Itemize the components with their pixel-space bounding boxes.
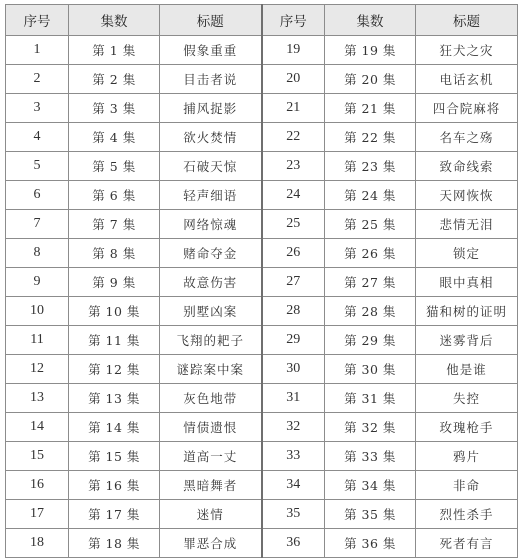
title-cell: 烈性杀手 [416, 500, 518, 529]
episode-table [5, 4, 518, 558]
title-cell: 轻声细语 [160, 181, 262, 210]
seq-cell: 32 [262, 413, 325, 442]
title-cell: 玫瑰枪手 [416, 413, 518, 442]
title-cell: 网络惊魂 [160, 210, 262, 239]
title-cell: 石破天惊 [160, 152, 262, 181]
title-cell: 灰色地带 [160, 384, 262, 413]
title-cell: 情债遗恨 [160, 413, 262, 442]
episode-cell: 第 17 集 [69, 500, 160, 529]
table-body [6, 36, 518, 558]
title-cell: 天网恢恢 [416, 181, 518, 210]
episode-cell: 第 24 集 [325, 181, 416, 210]
episode-cell: 第 16 集 [69, 471, 160, 500]
episode-cell: 第 32 集 [325, 413, 416, 442]
episode-cell: 第 27 集 [325, 268, 416, 297]
title-cell: 别墅凶案 [160, 297, 262, 326]
episode-cell: 第 31 集 [325, 384, 416, 413]
episode-cell: 第 28 集 [325, 297, 416, 326]
episode-cell: 第 2 集 [69, 65, 160, 94]
seq-cell: 14 [6, 413, 69, 442]
seq-cell: 19 [262, 36, 325, 65]
episode-cell: 第 4 集 [69, 123, 160, 152]
episode-cell: 第 36 集 [325, 529, 416, 558]
episode-cell: 第 10 集 [69, 297, 160, 326]
seq-cell: 17 [6, 500, 69, 529]
seq-cell: 22 [262, 123, 325, 152]
title-cell: 迷情 [160, 500, 262, 529]
title-cell: 目击者说 [160, 65, 262, 94]
title-cell: 失控 [416, 384, 518, 413]
episode-cell: 第 11 集 [69, 326, 160, 355]
seq-cell: 34 [262, 471, 325, 500]
table-row [6, 210, 518, 239]
table-header [6, 5, 518, 36]
episode-cell: 第 29 集 [325, 326, 416, 355]
episode-cell: 第 22 集 [325, 123, 416, 152]
episode-cell: 第 8 集 [69, 239, 160, 268]
seq-cell: 33 [262, 442, 325, 471]
seq-cell: 28 [262, 297, 325, 326]
title-cell: 死者有言 [416, 529, 518, 558]
episode-cell: 第 12 集 [69, 355, 160, 384]
seq-cell: 20 [262, 65, 325, 94]
seq-cell: 29 [262, 326, 325, 355]
table-row [6, 152, 518, 181]
episode-cell: 第 21 集 [325, 94, 416, 123]
title-cell: 欲火焚情 [160, 123, 262, 152]
seq-cell: 11 [6, 326, 69, 355]
seq-cell: 9 [6, 268, 69, 297]
seq-cell: 8 [6, 239, 69, 268]
episode-cell: 第 35 集 [325, 500, 416, 529]
seq-cell: 2 [6, 65, 69, 94]
table-row [6, 355, 518, 384]
seq-cell: 7 [6, 210, 69, 239]
title-cell: 捕风捉影 [160, 94, 262, 123]
title-cell: 非命 [416, 471, 518, 500]
header-episode-right: 集数 [325, 5, 416, 36]
table-row [6, 471, 518, 500]
title-cell: 眼中真相 [416, 268, 518, 297]
table-row [6, 529, 518, 558]
episode-cell: 第 26 集 [325, 239, 416, 268]
title-cell: 他是谁 [416, 355, 518, 384]
title-cell: 悲情无泪 [416, 210, 518, 239]
header-episode-left: 集数 [69, 5, 160, 36]
episode-cell: 第 6 集 [69, 181, 160, 210]
episode-cell: 第 7 集 [69, 210, 160, 239]
seq-cell: 16 [6, 471, 69, 500]
title-cell: 名车之殇 [416, 123, 518, 152]
episode-cell: 第 33 集 [325, 442, 416, 471]
table-row [6, 239, 518, 268]
header-seq-left: 序号 [6, 5, 69, 36]
seq-cell: 15 [6, 442, 69, 471]
episode-cell: 第 5 集 [69, 152, 160, 181]
seq-cell: 12 [6, 355, 69, 384]
table-row [6, 413, 518, 442]
seq-cell: 27 [262, 268, 325, 297]
title-cell: 飞翔的耙子 [160, 326, 262, 355]
seq-cell: 26 [262, 239, 325, 268]
table-row [6, 123, 518, 152]
title-cell: 迷雾背后 [416, 326, 518, 355]
table-row [6, 36, 518, 65]
header-seq-right: 序号 [262, 5, 325, 36]
seq-cell: 3 [6, 94, 69, 123]
header-row [6, 5, 518, 36]
episode-cell: 第 9 集 [69, 268, 160, 297]
episode-cell: 第 25 集 [325, 210, 416, 239]
table-row [6, 94, 518, 123]
seq-cell: 13 [6, 384, 69, 413]
seq-cell: 35 [262, 500, 325, 529]
seq-cell: 25 [262, 210, 325, 239]
table-row [6, 297, 518, 326]
seq-cell: 18 [6, 529, 69, 558]
table-row [6, 326, 518, 355]
episode-cell: 第 23 集 [325, 152, 416, 181]
episode-cell: 第 20 集 [325, 65, 416, 94]
table-row [6, 181, 518, 210]
title-cell: 电话玄机 [416, 65, 518, 94]
seq-cell: 21 [262, 94, 325, 123]
title-cell: 黑暗舞者 [160, 471, 262, 500]
title-cell: 锁定 [416, 239, 518, 268]
episode-table-container [5, 4, 517, 549]
header-title-left: 标题 [160, 5, 262, 36]
seq-cell: 10 [6, 297, 69, 326]
title-cell: 鸦片 [416, 442, 518, 471]
seq-cell: 5 [6, 152, 69, 181]
table-row [6, 384, 518, 413]
title-cell: 道高一丈 [160, 442, 262, 471]
title-cell: 故意伤害 [160, 268, 262, 297]
seq-cell: 36 [262, 529, 325, 558]
table-row [6, 268, 518, 297]
title-cell: 罪恶合成 [160, 529, 262, 558]
table-row [6, 65, 518, 94]
title-cell: 假象重重 [160, 36, 262, 65]
episode-cell: 第 30 集 [325, 355, 416, 384]
table-row [6, 442, 518, 471]
seq-cell: 1 [6, 36, 69, 65]
seq-cell: 30 [262, 355, 325, 384]
episode-cell: 第 1 集 [69, 36, 160, 65]
episode-cell: 第 34 集 [325, 471, 416, 500]
seq-cell: 24 [262, 181, 325, 210]
seq-cell: 23 [262, 152, 325, 181]
episode-cell: 第 15 集 [69, 442, 160, 471]
episode-cell: 第 18 集 [69, 529, 160, 558]
title-cell: 致命线索 [416, 152, 518, 181]
seq-cell: 31 [262, 384, 325, 413]
episode-cell: 第 3 集 [69, 94, 160, 123]
episode-cell: 第 19 集 [325, 36, 416, 65]
title-cell: 四合院麻将 [416, 94, 518, 123]
header-title-right: 标题 [416, 5, 518, 36]
title-cell: 狂犬之灾 [416, 36, 518, 65]
title-cell: 谜踪案中案 [160, 355, 262, 384]
title-cell: 猫和树的证明 [416, 297, 518, 326]
episode-cell: 第 13 集 [69, 384, 160, 413]
table-row [6, 500, 518, 529]
episode-cell: 第 14 集 [69, 413, 160, 442]
seq-cell: 4 [6, 123, 69, 152]
title-cell: 赌命夺金 [160, 239, 262, 268]
seq-cell: 6 [6, 181, 69, 210]
